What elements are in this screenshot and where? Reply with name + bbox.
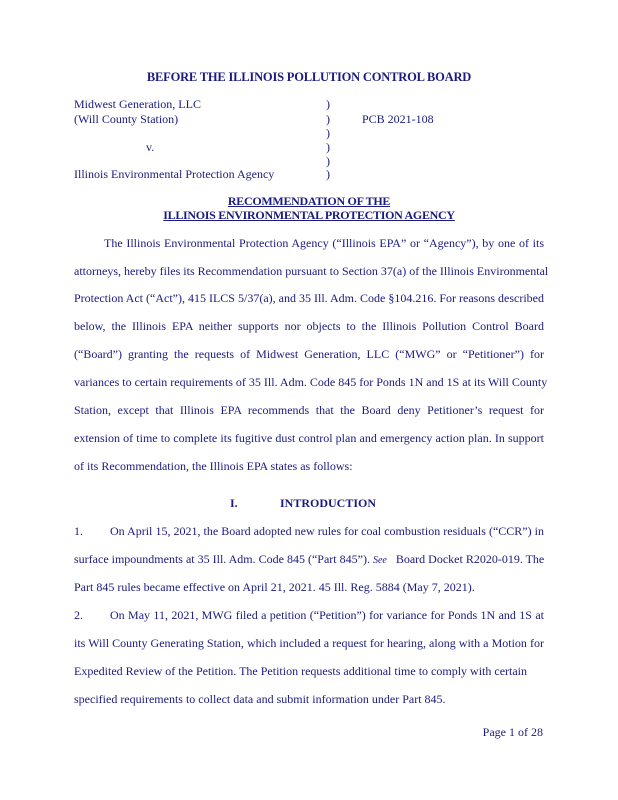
court-header-title: BEFORE THE ILLINOIS POLLUTION CONTROL BOARD (146, 70, 472, 84)
paragraph-line: its Will County Generating Station, which included a request for hearing, along with a Motion for (74, 636, 544, 650)
intro-line: below, the Illinois EPA neither supports nor objects to the Illinois Pollution Control Board (74, 319, 544, 333)
petitioner-station: (Will County Station) (74, 112, 179, 126)
caption-paren: ) (326, 126, 330, 140)
paragraph-line (74, 552, 544, 568)
paragraph-number: 1. (74, 524, 83, 538)
paragraph-line: On May 11, 2021, MWG filed a petition (“Petition”) for variance for Ponds 1N and 1S at (110, 608, 544, 622)
caption-paren: ) (326, 112, 330, 126)
intro-line: extension of time to complete its fugitive dust control plan and emergency action plan. In support (74, 431, 544, 445)
see-signal: See (372, 555, 387, 566)
paragraph-line: specified requirements to collect data and submit information under Part 845. (74, 692, 446, 706)
paragraph-text: Board Docket R2020-019. The (395, 552, 545, 566)
case-number: PCB 2021-108 (362, 112, 434, 126)
paragraph-line: On April 15, 2021, the Board adopted new rules for coal combustion residuals (“CCR”) in (110, 524, 544, 538)
intro-line: The Illinois Environmental Protection Agency (“Illinois EPA” or “Agency”), by one of its (104, 236, 544, 250)
intro-line: attorneys, hereby files its Recommendation pursuant to Section 37(a) of the Illinois Environmental (74, 264, 549, 278)
paragraph-line: Part 845 rules became effective on April 21, 2021. 45 Ill. Reg. 5884 (May 7, 2021). (74, 580, 475, 594)
document-title-line2: ILLINOIS ENVIRONMENTAL PROTECTION AGENCY (163, 208, 455, 222)
intro-line: of its Recommendation, the Illinois EPA states as follows: (74, 459, 353, 473)
intro-line: Protection Act (“Act”), 415 ILCS 5/37(a), and 35 Ill. Adm. Code §104.216. For reasons described (74, 291, 544, 305)
section-number: I. (230, 496, 238, 510)
caption-paren: ) (326, 140, 330, 154)
petitioner-name: Midwest Generation, LLC (74, 97, 201, 111)
page-number: Page 1 of 28 (482, 725, 543, 739)
intro-line: (“Board”) granting the requests of Midwest Generation, LLC (“MWG” or “Petitioner”) for (74, 347, 544, 361)
paragraph-number: 2. (74, 608, 83, 622)
intro-line: Station, except that Illinois EPA recommends that the Board deny Petitioner’s request for (74, 403, 544, 417)
section-title: INTRODUCTION (280, 496, 377, 510)
document-title-line1: RECOMMENDATION OF THE (227, 194, 391, 208)
respondent-name: Illinois Environmental Protection Agency (74, 167, 275, 181)
caption-paren: ) (326, 97, 330, 111)
caption-paren: ) (326, 154, 330, 168)
intro-line: variances to certain requirements of 35 Ill. Adm. Code 845 for Ponds 1N and 1S at its Will County (74, 375, 548, 389)
caption-paren: ) (326, 167, 330, 181)
versus-label: v. (146, 140, 155, 154)
paragraph-text: surface impoundments at 35 Ill. Adm. Code 845 (“Part 845”). (74, 552, 370, 566)
paragraph-line: Expedited Review of the Petition. The Petition requests additional time to comply with certain (74, 664, 528, 678)
